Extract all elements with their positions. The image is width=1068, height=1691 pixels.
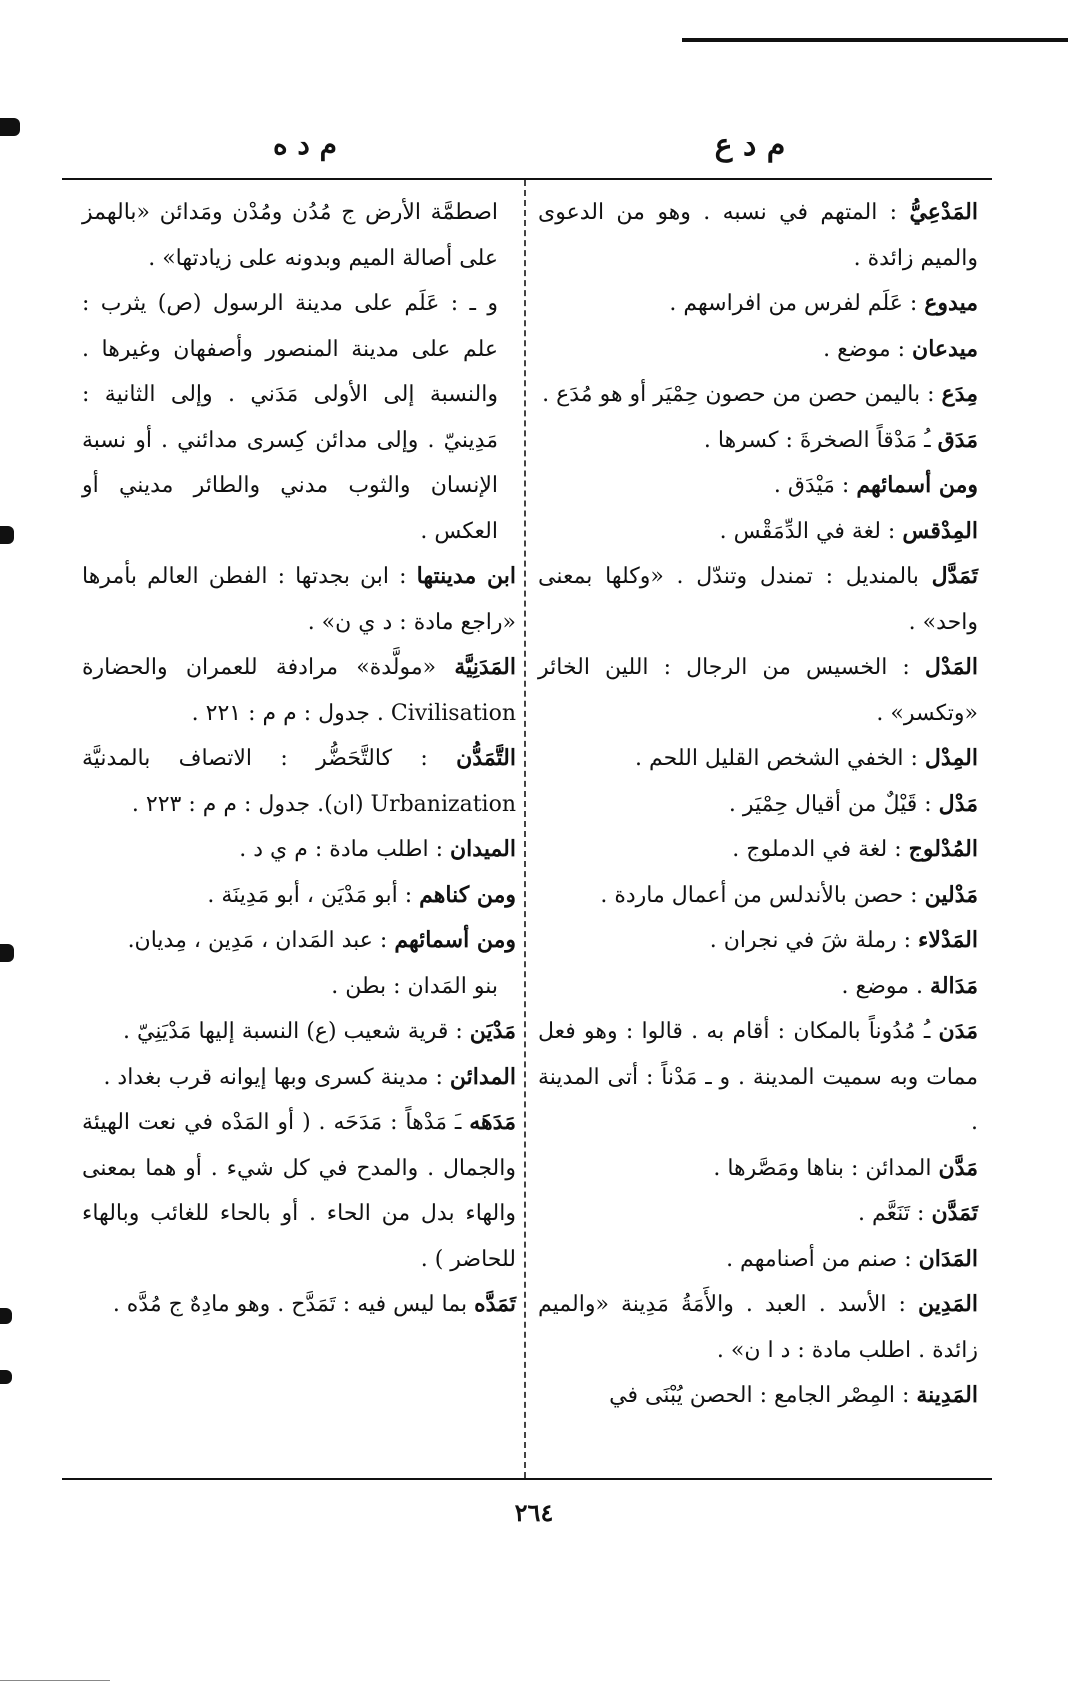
dictionary-entry: [538, 1191, 978, 1237]
dictionary-entry: [538, 554, 978, 645]
dictionary-entry: [538, 327, 978, 373]
entry-definition: . موضع .: [841, 973, 931, 999]
entry-headword: المَدْعِيُّ: [909, 199, 978, 225]
dictionary-entry: [538, 964, 978, 1010]
entry-definition: : لغة في الدِّمَقْس .: [719, 518, 903, 544]
entry-definition: و ـ : عَلَم على مدينة الرسول (ص) يثرب : علم على مدينة المنصور وأصفهان وغيرها . والنسبة إلى الأولى مَدَني . وإلى الثانية : مَدِينيّ . وإلى مدائن كِسرى مدائني . أو نسبة الإنسان والثوب مدني والطائر مديني أو العكس .: [82, 291, 498, 544]
entry-definition: بالمنديل : تمندل وتندّل . «وكلها بمعنى واحد» .: [538, 564, 978, 635]
entry-definition: اصطمَّة الأرض ج مُدُن ومُدْن ومَدائن «بالهمز على أصالة الميم وبدونه على زيادتها» .: [82, 200, 498, 271]
dictionary-entry: [538, 1237, 978, 1283]
entry-definition: : تَنَعَّم .: [858, 1201, 932, 1226]
dictionary-entry: [538, 873, 978, 919]
running-head-left: م د ه: [273, 128, 337, 161]
entry-headword: المِدْل: [924, 745, 978, 771]
dictionary-entry: [538, 463, 978, 509]
entry-headword: تَمَدَّن: [931, 1200, 978, 1226]
entry-definition: : رملة شَ في نجران .: [709, 928, 919, 953]
dictionary-entry: [538, 782, 978, 828]
dictionary-entry: [538, 190, 978, 281]
entry-definition: : المتهم في نسبه . وهو من الدعوى والميم زائدة .: [538, 200, 978, 271]
dictionary-entry: [538, 1146, 978, 1192]
dictionary-entry: [82, 873, 516, 919]
right-column: [538, 190, 978, 1419]
entry-headword: مَدَهَه: [469, 1109, 516, 1135]
dictionary-entry: [82, 554, 516, 645]
entry-definition: «مولَّدة» مرادفة للعمران والحضارة Civilisation . جدول : م م : ٢٢١ .: [82, 655, 516, 726]
entry-headword: تَمَدَّه: [474, 1291, 516, 1317]
binding-mark: [0, 1308, 12, 1324]
entry-definition: ـُ مُدُوناً بالمكان : أقام به . قالوا : وهو فعل ممات وبه سميت المدينة . و ـ مَدْناً : أتى المدينة .: [538, 1019, 978, 1135]
entry-headword: مِدَع: [941, 381, 978, 407]
entry-definition: : مدينة كسرى وبها إيوانه قرب بغداد .: [103, 1064, 450, 1090]
dictionary-entry: [82, 918, 516, 964]
entry-headword: المَدِين: [918, 1291, 978, 1317]
entry-headword: المِدْقس: [902, 517, 978, 544]
running-head-right: م د ع: [714, 128, 786, 163]
entry-definition: : قَيْلٌ من أقيال حِمْيَر .: [728, 791, 939, 817]
entry-definition: : الخفي الشخص القليل اللحم .: [635, 746, 925, 771]
entry-headword: ميدعان: [912, 335, 978, 362]
entry-headword: المَدَنِيَّة: [454, 654, 516, 680]
entry-definition: : مَيْدَق .: [773, 473, 857, 498]
entry-headword: مَدَّن: [938, 1154, 978, 1181]
dictionary-entry: [538, 418, 978, 464]
dictionary-entry: [82, 281, 516, 554]
dictionary-entry: [538, 509, 978, 555]
entry-definition: بنو المَدان : بطن .: [331, 973, 498, 999]
entry-definition: : ابن بجدتها : الفطن العالم بأمرها «راجع مادة : د ي ن» .: [82, 564, 516, 635]
entry-definition: : الخسيس من الرجال : اللين الخائر «وتكسر» .: [538, 655, 978, 726]
column-divider: [524, 180, 526, 1478]
dictionary-entry: [538, 918, 978, 964]
dictionary-entry: [538, 1282, 978, 1373]
dictionary-entry: [82, 736, 516, 827]
top-edge-rule: [682, 38, 1068, 42]
entry-headword: المُدْلوج: [908, 836, 978, 862]
entry-definition: : لغة في الدملوج .: [732, 837, 909, 862]
entry-headword: ومن أسمائهم: [856, 472, 978, 498]
binding-mark: [0, 1370, 12, 1384]
header-rule: [62, 178, 992, 180]
entry-definition: : باليمن حصن من حصون حِمْيَر أو هو مُدَع .: [542, 382, 942, 407]
dictionary-entry: [82, 1055, 516, 1101]
entry-definition: ـُ مَدْقاً الصخرةَ : كسرها .: [703, 427, 938, 453]
entry-headword: ميدوع: [924, 290, 978, 316]
footer-rule: [62, 1478, 992, 1480]
entry-headword: مَدَق: [937, 426, 978, 453]
entry-definition: : المِصْر الجامع : الحصن يُبْنَى في: [609, 1383, 917, 1408]
entry-headword: تَمَدَّل: [931, 563, 978, 589]
dictionary-entry: [538, 645, 978, 736]
binding-mark: [0, 944, 14, 962]
bottom-rule: [0, 1680, 110, 1681]
entry-definition: : كالتَّحَضُّر : الاتصاف بالمدنيَّة Urbanization (ان). جدول : م م : ٢٢٣ .: [82, 746, 516, 817]
dictionary-entry: [538, 1373, 978, 1419]
dictionary-entry: [82, 1100, 516, 1282]
dictionary-entry: [538, 736, 978, 782]
entry-definition: : الأسد . العبد . والأَمَةُ مَدِينة «والميم زائدة . اطلب مادة : د ا ن» .: [538, 1292, 978, 1363]
entry-headword: مَدْلين: [924, 881, 978, 908]
dictionary-entry: [538, 1009, 978, 1146]
dictionary-entry: [82, 964, 516, 1010]
entry-headword: مَدْيَن: [469, 1018, 516, 1044]
entry-headword: مَدَن: [938, 1018, 978, 1044]
entry-headword: المَدْل: [924, 654, 978, 680]
entry-headword: التَّمَدُّن: [456, 745, 516, 771]
dictionary-entry: [538, 372, 978, 418]
entry-headword: الميدان: [450, 836, 516, 862]
entry-headword: ومن كناهم: [419, 881, 516, 908]
entry-definition: : اطلب مادة : م ي د .: [239, 837, 450, 862]
dictionary-entry: [82, 645, 516, 736]
dictionary-entry: [82, 1009, 516, 1055]
dictionary-entry: [82, 1282, 516, 1328]
entry-headword: المَدْلاء: [918, 927, 978, 953]
binding-mark: [0, 526, 14, 544]
entry-definition: المدائن : بناها ومَصَّرها .: [713, 1155, 939, 1181]
left-column: [82, 190, 516, 1328]
page-number: ٢٦٤: [514, 1498, 554, 1527]
entry-definition: : موضع .: [823, 336, 913, 362]
entry-definition: : قرية شعيب (ع) النسبة إليها مَدْيَنِيّ .: [123, 1019, 470, 1044]
dictionary-entry: [538, 281, 978, 327]
entry-headword: المدائن: [449, 1063, 516, 1090]
dictionary-entry: [82, 190, 516, 281]
entry-definition: ـَ مَدْهاً : مَدَحَه . ( أو المَدْه في نعت الهيئة والجمال . والمدح في كل شيء . أو هما بمعنى والهاء بدل من الحاء . أو بالحاء للغائب وبالهاء للحاضر ) .: [82, 1110, 516, 1272]
entry-definition: : حصن بالأندلس من أعمال ماردة .: [600, 882, 925, 908]
entry-headword: ابن مدينتها: [416, 563, 517, 589]
entry-definition: : عَلَم لفرس من افراسهم .: [669, 291, 925, 316]
entry-headword: ومن أسمائهم: [394, 927, 516, 953]
dictionary-entry: [82, 827, 516, 873]
entry-definition: : صنم من أصنامهم .: [726, 1246, 919, 1272]
entry-headword: المَدِينة: [916, 1382, 978, 1408]
entry-headword: مَدْل: [938, 790, 978, 817]
binding-mark: [0, 118, 20, 136]
entry-definition: : عبد المَدان ، مَدِين ، مِديان.: [127, 928, 395, 953]
entry-definition: بما ليس فيه : تَمَدَّح . وهو مادِهٌ ج مُدَّه .: [112, 1292, 475, 1317]
entry-headword: مَدَالة: [930, 972, 978, 999]
entry-definition: : أبو مَدْيَن ، أبو مَدِينَة .: [207, 882, 420, 908]
dictionary-entry: [538, 827, 978, 873]
entry-headword: المَدَان: [918, 1245, 978, 1272]
